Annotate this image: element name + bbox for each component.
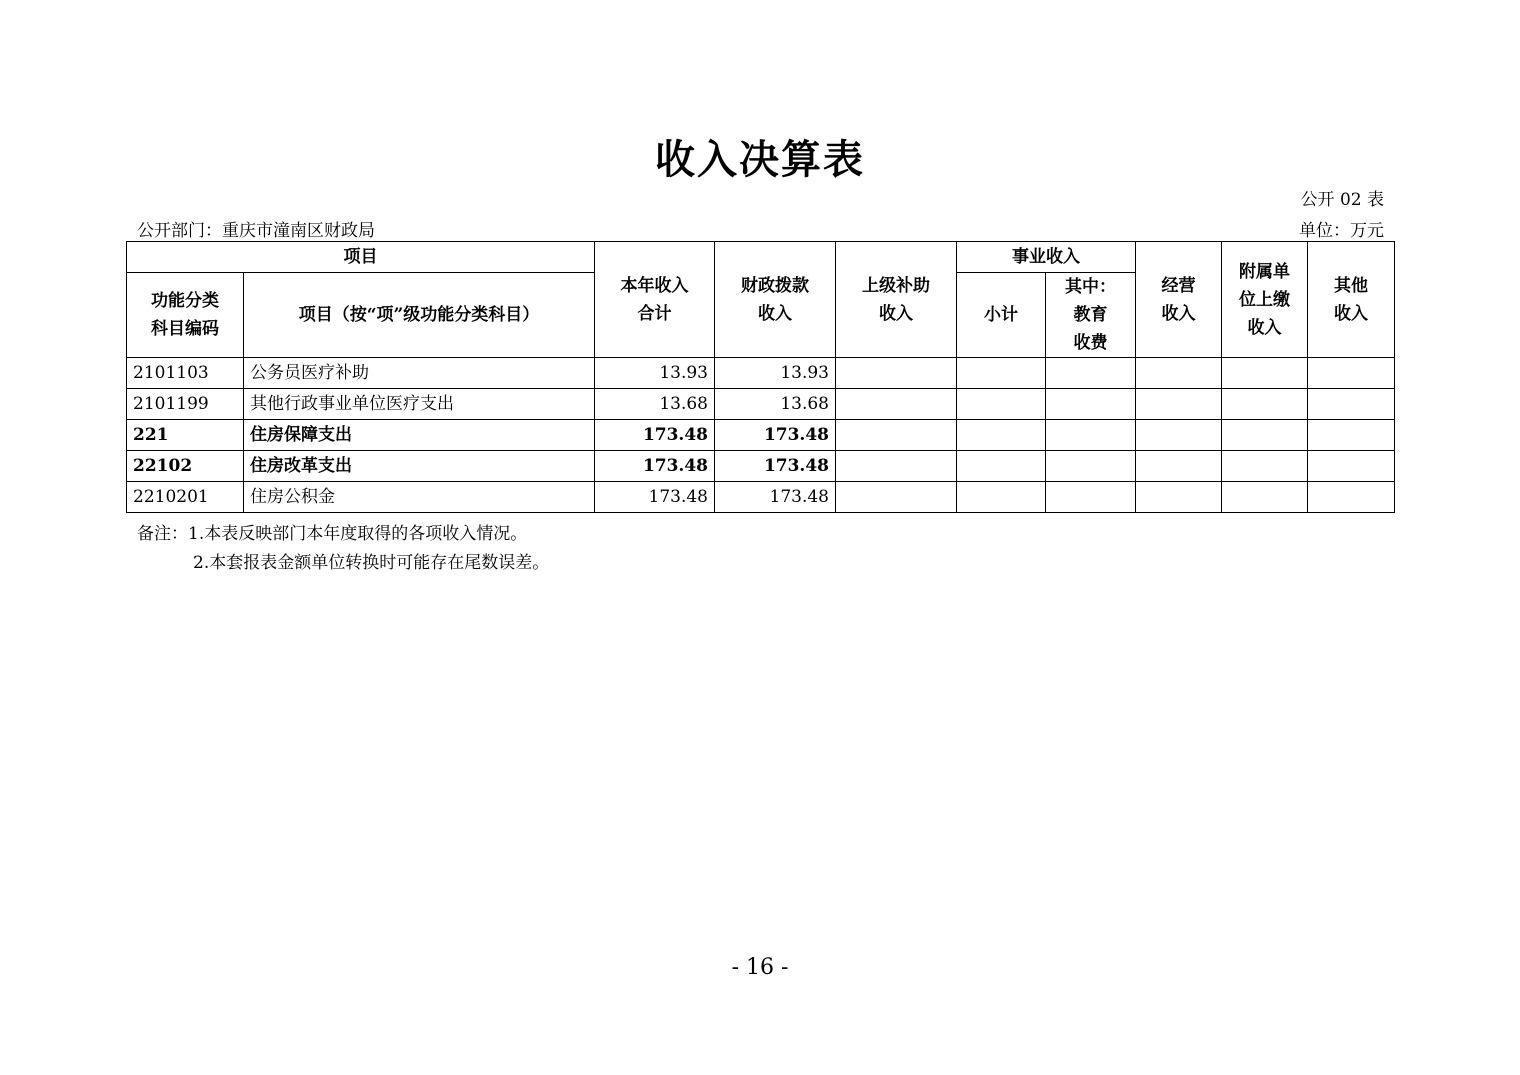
cell-code: 221 (127, 420, 244, 451)
cell-name: 住房保障支出 (244, 420, 595, 451)
department-label: 公开部门：重庆市潼南区财政局 (137, 221, 375, 241)
table-row (127, 389, 1395, 420)
cell-subtotal (957, 358, 1046, 389)
header-education: 其中： 教育 收费 (1046, 273, 1136, 358)
cell-other (1308, 420, 1395, 451)
cell-code: 2101199 (127, 389, 244, 420)
cell-operating (1136, 420, 1222, 451)
cell-affiliated (1222, 420, 1308, 451)
cell-name: 公务员医疗补助 (244, 358, 595, 389)
notes (137, 520, 549, 578)
cell-subtotal (957, 389, 1046, 420)
cell-superior (836, 389, 957, 420)
cell-total: 173.48 (595, 451, 715, 482)
cell-subtotal (957, 420, 1046, 451)
cell-education (1046, 389, 1136, 420)
header-item-name: 项目（按“项”级功能分类科目） (244, 273, 595, 358)
header-item-group: 项目 (127, 242, 595, 273)
cell-total: 13.68 (595, 389, 715, 420)
table-row (127, 358, 1395, 389)
page-title: 收入决算表 (655, 136, 865, 183)
header-operating: 经营 收入 (1136, 242, 1222, 358)
header-affiliated: 附属单 位上缴 收入 (1222, 242, 1308, 358)
cell-total: 13.93 (595, 358, 715, 389)
cell-other (1308, 389, 1395, 420)
cell-operating (1136, 482, 1222, 513)
table-row (127, 482, 1395, 513)
cell-affiliated (1222, 482, 1308, 513)
table-row (127, 420, 1395, 451)
cell-subtotal (957, 482, 1046, 513)
cell-other (1308, 451, 1395, 482)
note-2: 2.本套报表金额单位转换时可能存在尾数误差。 (193, 553, 550, 573)
cell-superior (836, 482, 957, 513)
note-1: 备注：1.本表反映部门本年度取得的各项收入情况。 (137, 524, 528, 544)
cell-superior (836, 451, 957, 482)
cell-education (1046, 358, 1136, 389)
cell-code: 22102 (127, 451, 244, 482)
header-code: 功能分类 科目编码 (127, 273, 244, 358)
cell-operating (1136, 389, 1222, 420)
cell-fiscal: 173.48 (715, 482, 836, 513)
income-table (126, 241, 1395, 513)
cell-name: 其他行政事业单位医疗支出 (244, 389, 595, 420)
cell-affiliated (1222, 451, 1308, 482)
page-number: - 16 - (731, 955, 789, 980)
header-subtotal: 小计 (957, 273, 1046, 358)
unit-label: 单位：万元 (1299, 221, 1384, 241)
header-superior: 上级补助 收入 (836, 242, 957, 358)
cell-fiscal: 173.48 (715, 451, 836, 482)
cell-operating (1136, 358, 1222, 389)
cell-affiliated (1222, 389, 1308, 420)
table-number: 公开 02 表 (1300, 190, 1384, 210)
cell-code: 2101103 (127, 358, 244, 389)
cell-total: 173.48 (595, 420, 715, 451)
cell-other (1308, 482, 1395, 513)
header-total: 本年收入 合计 (595, 242, 715, 358)
cell-subtotal (957, 451, 1046, 482)
cell-education (1046, 482, 1136, 513)
header-other: 其他 收入 (1308, 242, 1395, 358)
cell-other (1308, 358, 1395, 389)
cell-operating (1136, 451, 1222, 482)
cell-education (1046, 451, 1136, 482)
cell-superior (836, 420, 957, 451)
cell-fiscal: 13.93 (715, 358, 836, 389)
cell-fiscal: 13.68 (715, 389, 836, 420)
table-row (127, 451, 1395, 482)
cell-name: 住房公积金 (244, 482, 595, 513)
cell-superior (836, 358, 957, 389)
cell-total: 173.48 (595, 482, 715, 513)
cell-name: 住房改革支出 (244, 451, 595, 482)
header-business-group: 事业收入 (957, 242, 1136, 273)
cell-education (1046, 420, 1136, 451)
cell-fiscal: 173.48 (715, 420, 836, 451)
cell-code: 2210201 (127, 482, 244, 513)
header-fiscal: 财政拨款 收入 (715, 242, 836, 358)
cell-affiliated (1222, 358, 1308, 389)
